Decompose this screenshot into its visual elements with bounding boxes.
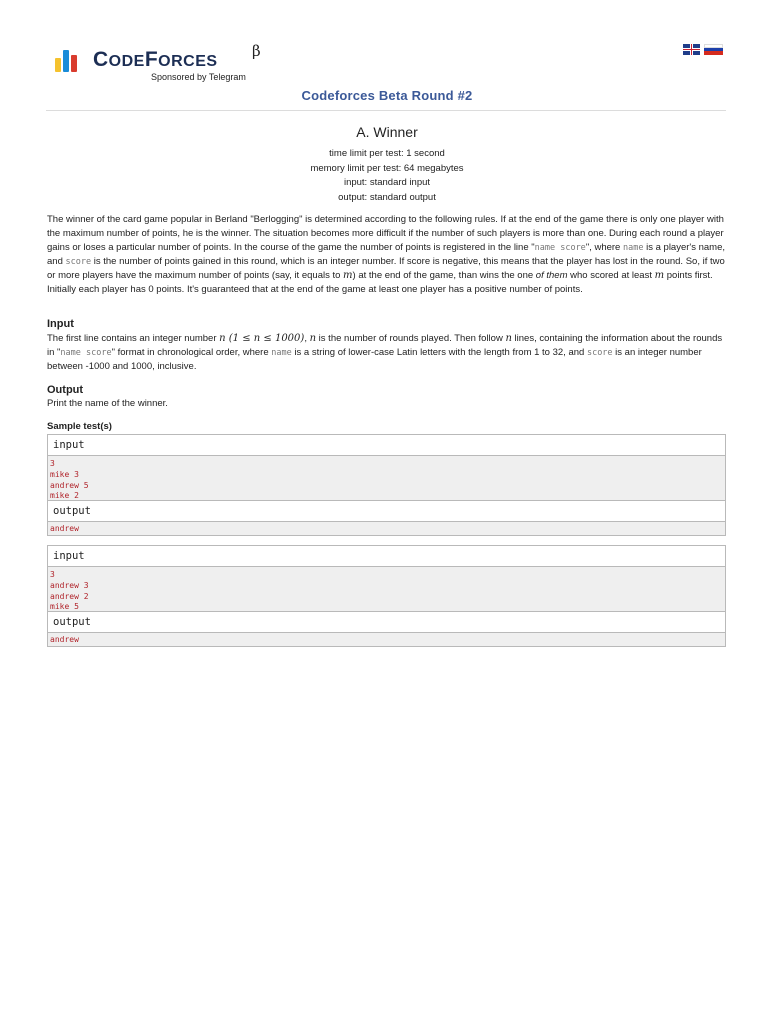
memory-limit: memory limit per test: 64 megabytes	[310, 162, 464, 174]
sample-input-label: input	[48, 546, 725, 567]
emphasis-of-them: of them	[535, 270, 568, 281]
problem-title: A. Winner	[356, 124, 418, 140]
output-section-title: Output	[47, 384, 84, 396]
sample-input-label: input	[48, 435, 725, 456]
sample-test-1	[47, 434, 726, 536]
input-section-title: Input	[47, 318, 74, 330]
code-name-score: name score	[60, 347, 112, 358]
logo-wordmark: CODEFORCES	[93, 48, 218, 71]
logo-bars-icon	[55, 50, 85, 72]
sample-test-2	[47, 545, 726, 647]
sample-input-content[interactable]: 3 mike 3 andrew 5 mike 2	[48, 456, 725, 500]
sample-input-content[interactable]: 3 andrew 3 andrew 2 mike 5	[48, 567, 725, 611]
sample-output-label: output	[48, 500, 725, 522]
sample-tests-title: Sample test(s)	[47, 421, 112, 432]
language-flags	[683, 44, 723, 56]
codeforces-logo[interactable]	[55, 42, 275, 86]
time-limit: time limit per test: 1 second	[329, 148, 445, 159]
code-name-score: name score	[534, 243, 586, 253]
contest-title[interactable]: Codeforces Beta Round #2	[301, 88, 473, 103]
input-file: input: standard input	[343, 177, 431, 188]
sample-output-content[interactable]: andrew	[48, 633, 725, 646]
output-section-text: Print the name of the winner.	[47, 398, 168, 409]
math-n: n	[309, 333, 317, 344]
input-section-text: The first line contains an integer number n (1 ≤ n ≤ 1000), n is the number of rounds played. Then follow n lines, containing the information about the rounds in "name score" format in chronological order, where name is a string of lower-case Latin letters with the length from 1 to 32, and score is an integer number between -1000 and 1000, inclusive.	[47, 333, 723, 372]
code-name: name	[271, 347, 292, 358]
code-score: score	[586, 347, 613, 358]
math-m: m	[654, 270, 665, 281]
code-score: score	[65, 257, 92, 267]
english-flag-icon[interactable]	[683, 44, 700, 55]
math-m: m	[343, 270, 353, 281]
sample-output-content[interactable]: andrew	[48, 522, 725, 535]
math-n-range: n (1 ≤ n ≤ 1000)	[219, 333, 305, 344]
logo-sponsor-text: Sponsored by Telegram	[151, 72, 246, 82]
header-divider	[46, 110, 726, 111]
code-name: name	[622, 243, 644, 253]
output-file: output: standard output	[338, 191, 436, 203]
russian-flag-icon[interactable]	[704, 44, 723, 55]
math-n: n	[505, 333, 512, 344]
logo-beta-mark: β	[252, 42, 261, 60]
sample-output-label: output	[48, 611, 725, 633]
problem-limits	[0, 147, 768, 205]
problem-statement: The winner of the card game popular in Berland "Berlogging" is determined according to the following rules. If at the end of the game there is only one player with the maximum number of points, he is the winner. The situation becomes more difficult if the number of such players is more than one. During each round a player gains or loses a particular number of points. In the course of the game the number of points is registered in the line "name score", where name is a player's name, and score is the number of points gained in this round, which is an integer number. If score is negative, this means that the player has lost in the round. So, if two or more players have the maximum number of points (say, it equals to m) at the end of the game, than wins the one of them who scored at least m points first. Initially each player has 0 points. It's guaranteed that at the end of the game at least one player has a positive number of points.	[47, 214, 726, 295]
